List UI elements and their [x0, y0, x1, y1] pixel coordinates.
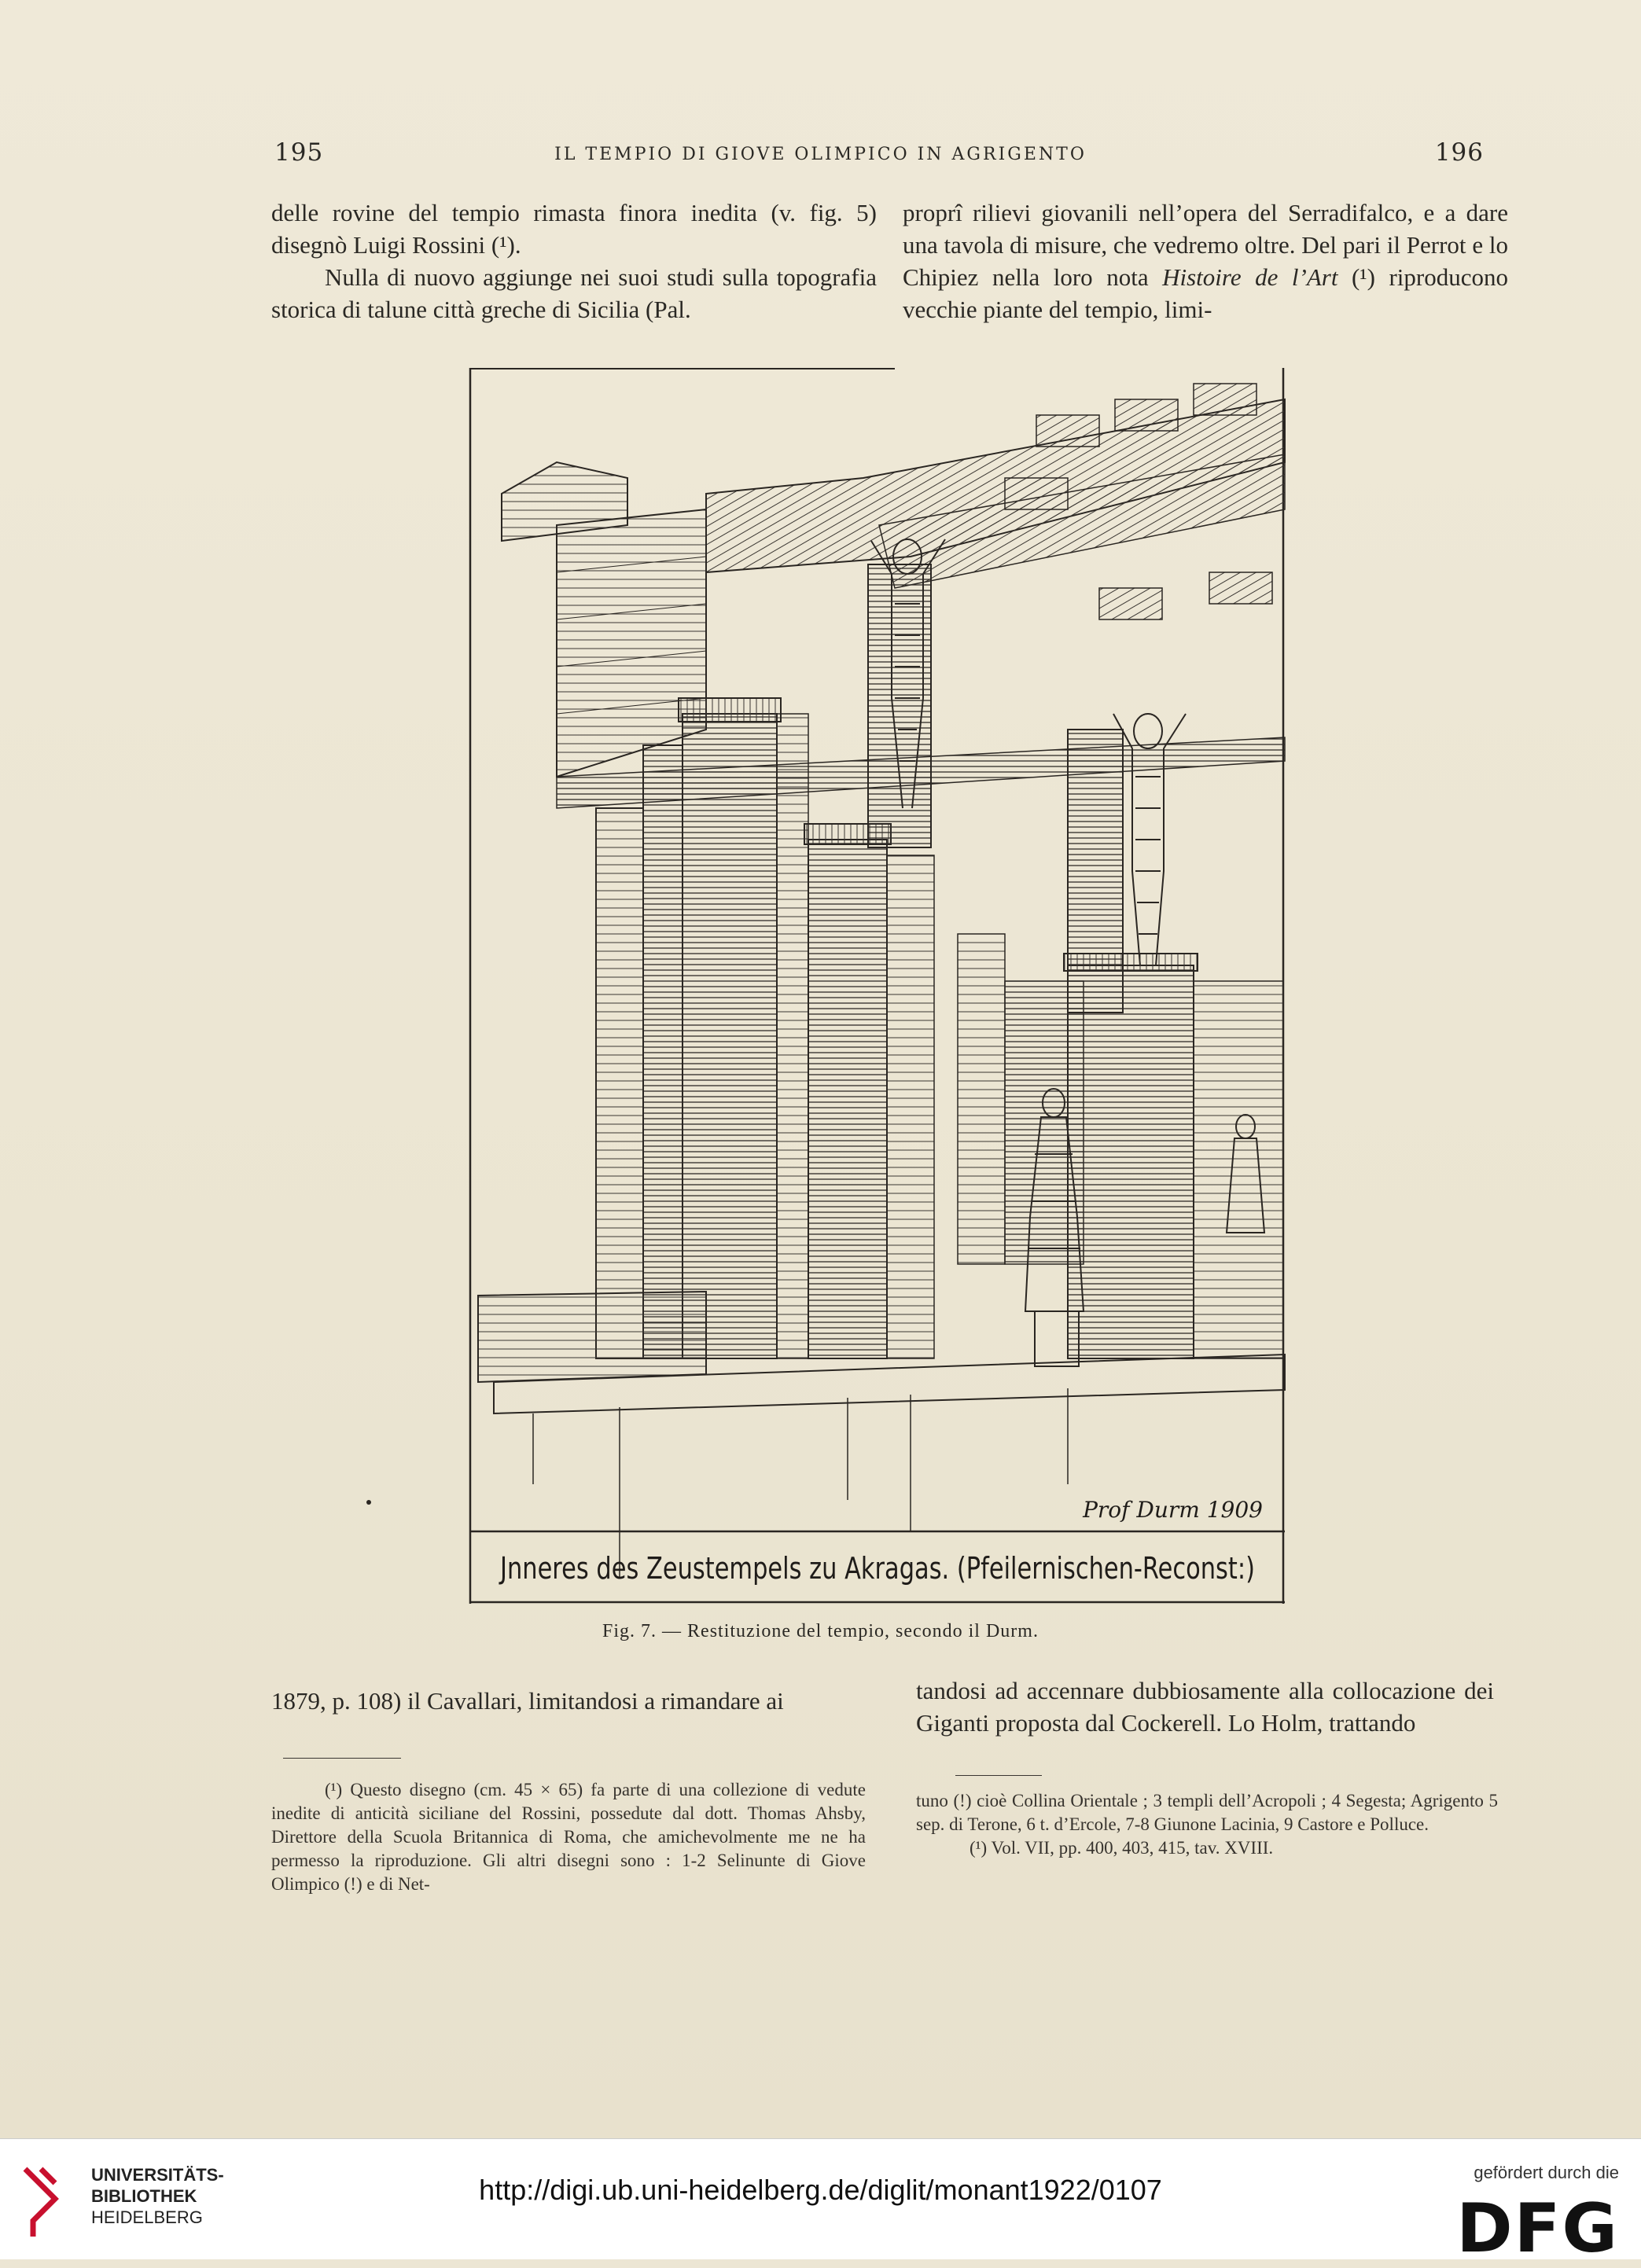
- footnote: (¹) Questo disegno (cm. 45 × 65) fa parte di una collezione di vedute inedite di anticità siciliane del Rossini, possedute dal dott. Thomas Ahsby, Direttore della Scuola Britannica di Roma, che amichevolmente me ne ha permesso la riproduzione. Gli altri disegni sono : 1-2 Selinunte di Giove Olimpico (!) e di Net-: [271, 1780, 866, 1894]
- permalink-url[interactable]: http://digi.ub.uni-heidelberg.de/diglit/monant1922/0107: [479, 2174, 1162, 2206]
- text-run: (¹) riproducono vecchie piante del tempio, limi-: [903, 263, 1508, 323]
- temple-interior-drawing: [470, 368, 1285, 1604]
- stray-mark: [366, 1500, 371, 1505]
- paragraph: [903, 197, 1508, 325]
- footnote-rule-left: [283, 1758, 401, 1759]
- page-number-right: 196: [1434, 138, 1484, 167]
- text-column-right-bottom: [916, 1674, 1494, 1739]
- digitization-footer: [0, 2138, 1641, 2268]
- footnote-continuation: tuno (!) cioè Collina Orientale ; 3 templi dell’Acropoli ; 4 Segesta; Agrigento 5 sep. di Terone, 6 t. d’Ercole, 7-8 Giunone Lacinia, 9 Castore e Polluce.: [916, 1791, 1498, 1834]
- paragraph: 1879, p. 108) il Cavallari, limitandosi a rimandare ai: [271, 1687, 784, 1715]
- library-name-line: HEIDELBERG: [91, 2207, 203, 2227]
- footnotes-right: [916, 1789, 1498, 1860]
- drawing-inscription: Jnneres des Zeustempels zu Akragas. (Pfeilernischen-Reconst:): [499, 1551, 1255, 1586]
- funding-label: gefördert durch die: [1474, 2163, 1619, 2182]
- paragraph: Nulla di nuovo aggiunge nei suoi studi sulla topografia storica di talune città greche di Sicilia (Pal.: [271, 263, 877, 323]
- library-name-line: BIBLIOTHEK: [91, 2186, 197, 2206]
- running-title: IL TEMPIO DI GIOVE OLIMPICO IN AGRIGENTO: [554, 145, 1087, 164]
- text-column-left-bottom: [271, 1685, 877, 1717]
- footnote-rule-right: [955, 1775, 1042, 1776]
- text-column-left-top: [271, 197, 877, 325]
- dfg-logo: DFG: [1456, 2189, 1619, 2268]
- figure-illustration: [470, 368, 1285, 1604]
- page-number-left: 195: [274, 138, 324, 167]
- footnotes-left: [271, 1778, 866, 1896]
- paragraph: tandosi ad accennare dubbiosamente alla collocazione dei Giganti proposta dal Cockerell. Lo Holm, trattando: [916, 1677, 1494, 1737]
- artist-signature: Prof Durm 1909: [1083, 1497, 1263, 1523]
- book-title: Histoire de l’Art: [1162, 263, 1338, 291]
- text-run: proprî rilievi giovanili nell’opera del Serradifalco, e a dare una tavola di misure, che vedremo oltre. Del pari il Perrot e lo Chipiez nella loro nota: [903, 199, 1508, 291]
- text-column-right-top: [903, 197, 1508, 325]
- footnote: (¹) Vol. VII, pp. 400, 403, 415, tav. XVIII.: [970, 1838, 1274, 1858]
- figure-caption: Fig. 7. — Restituzione del tempio, secondo il Durm.: [602, 1621, 1039, 1641]
- paragraph: delle rovine del tempio rimasta finora inedita (v. fig. 5) disegnò Luigi Rossini (¹).: [271, 199, 877, 259]
- library-name-line: UNIVERSITÄTS-: [91, 2165, 224, 2185]
